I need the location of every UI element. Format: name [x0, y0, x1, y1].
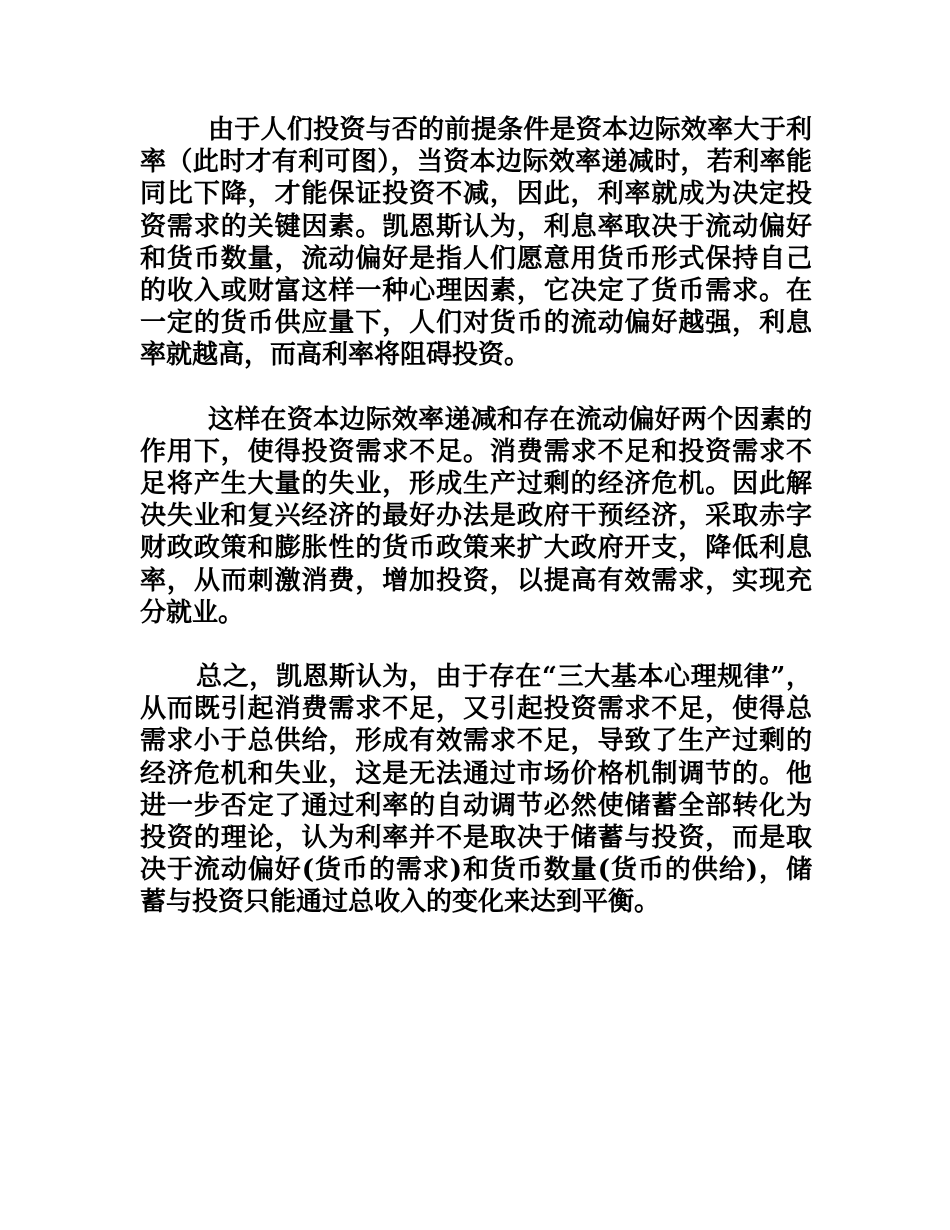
- document-page: [140, 114, 812, 951]
- paragraph-conclusion: 总之，凯恩斯认为，由于存在“三大基本心理规律”，从而既引起消费需求不足，又引起投资需求不足，使得总需求小于总供给，形成有效需求不足，导致了生产过剩的经济危机和失业，这是无法通过市场价格机制调节的。他进一步否定了通过利率的自动调节必然使储蓄全部转化为投资的理论，认为利率并不是取决于储蓄与投资，而是取决于流动偏好(货币的需求)和货币数量(货币的供给)，储蓄与投资只能通过总收入的变化来达到平衡。: [140, 662, 812, 918]
- paragraph-government-intervention: 这样在资本边际效率递减和存在流动偏好两个因素的作用下，使得投资需求不足。消费需求不足和投资需求不足将产生大量的失业，形成生产过剩的经济危机。因此解决失业和复兴经济的最好办法是政府干预经济，采取赤字财政政策和膨胀性的货币政策来扩大政府开支，降低利息率，从而刺激消费，增加投资，以提高有效需求，实现充分就业。: [140, 404, 812, 628]
- paragraph-interest-rate-investment: 由于人们投资与否的前提条件是资本边际效率大于利率（此时才有利可图），当资本边际效率递减时，若利率能同比下降，才能保证投资不减，因此，利率就成为决定投资需求的关键因素。凯恩斯认为，利息率取决于流动偏好和货币数量，流动偏好是指人们愿意用货币形式保持自己的收入或财富这样一种心理因素，它决定了货币需求。在一定的货币供应量下，人们对货币的流动偏好越强，利息率就越高，而高利率将阻碍投资。: [140, 115, 812, 371]
